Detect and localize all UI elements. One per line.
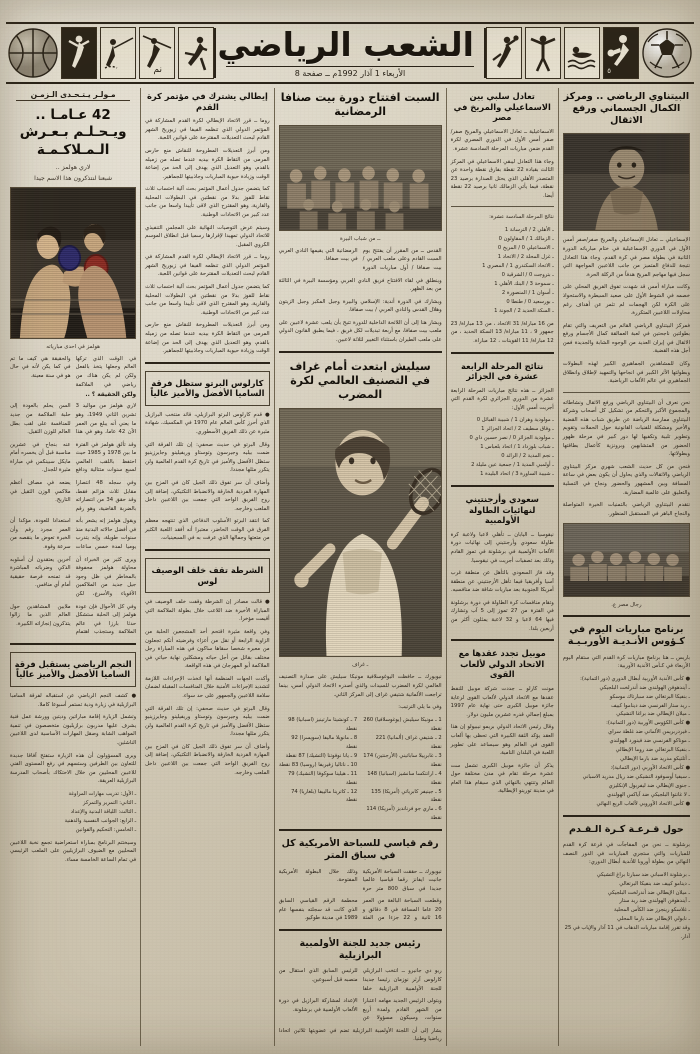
photo-team-lineup [279, 125, 442, 231]
body-text: وفي واقعة مثيرة اقتحم أحد المشجعين الحلبة من الزاوية الرابعة أو نقل من أعزاء وفرضيته أنكم تجعلون من معبره شخصا سقاها ساكون في هذه المباراة رجل مختلف بقائل من أجل حياته ومشكلين نهاية حياتي في الملاكمة أبو المهرجان في هذه الواقعة. [145, 628, 270, 670]
page-title: الشعب الرياضي [217, 25, 474, 65]
list-item: ـ آيندهوفن الهولندي ضد ريد ستار [619, 898, 690, 905]
handball-picto-icon [486, 27, 522, 79]
photo-caption: ــ من شباب البيرة [339, 235, 381, 242]
photo-caption: هولمز في احدى مبارياته [46, 343, 100, 350]
body-text: ومن أبرز التعديلات المطروحة للنقاش منع حارس المرمى من التقاط الكرة بيديه عندما تصله من زميله بالقدم، وهو التعديل الذي يهدف إلى الحد من إضاعة الوقت وزيادة حيوية المباريات وجاذبيتها للجماهير. [145, 322, 270, 355]
list-item: ـ الأهلي 2 / الترسانة 1 [504, 227, 554, 234]
body-text: ويرى كثير من الخبراء أن محاولة هولمز محفوفة بالمخاطر في ظل وجود جيل جديد من الملاكمين الأقوياء والأسرع، لكن آخرين يعتقدون أن أسلوبه الذكي وضرباته المباشرة قد تمنحه فرصة حقيقية أمام أي منافس. [10, 556, 137, 597]
headline-police-runner-up: الشرطة تقف خلف الوصيف لوس [151, 564, 264, 586]
byline-name: لاري هولمز .. [55, 163, 91, 171]
body-text: وقال البرتو في حديث صحفي: إن تلك الفرقة التي ضمت بيليه وجيرسون وتوستاو وريفيلينو وجايرزينيو ستظل الأفضل والأميز في تاريخ كرة القدم العالمية ولن يتكرر مثلها مجددا. [145, 705, 270, 738]
divider [145, 362, 269, 364]
headline-ismaily-draw: تعادل سلبي بين الاسماعيلي والمريخ في مصر [453, 91, 551, 123]
list-item: ـ سيفيا أوسوفود التشيكي ضد ريال مدريد الاسباني [582, 774, 690, 781]
body-text: ويشارك في الدورة أندية: الإسلامي والبيرة وجبل المكبر وجبل الزيتون وهلال القدس والنادي العربي / بيت صفافا. [278, 298, 442, 314]
headline-swimming-record: رقم قياسي للسباحة الأمريكية كل في سباق المتر [281, 838, 439, 862]
body-text: الإسماعيلي ــ تعادل الإسماعيلي والمريخ صفر/صفر أمس الأول في الدوري الإسماعيلية في ختام مبارياته الدورة الثانية في بطولة مصر في كرة القدم. وجاء هذا التعادل نتيجة للدفاع المتميز من جانب اللاعبين المواجهة التي سجل فيها مهاجم المريخ هدفاً من الركلة الحرة. [562, 237, 690, 278]
column-far-right [558, 88, 694, 1046]
body-text: الاسماعيلية ــ تعادل الاسماعيلي والمريخ صفر/صفر أمس الأول في الدوري المصري لكرة القدم ضمن مباريات المرحلة السادسة عشرة. [450, 128, 554, 152]
javelin-picto-icon [139, 27, 175, 79]
results-algeria [451, 416, 554, 479]
list-item: ـ الخامس: التحكيم والقوانين [75, 826, 137, 833]
list-item: ـ شبيبة الساورة 3 / اتحاد البليدة 1 [480, 471, 554, 478]
body-text: وقال البرتو في حديث صحفي: إن تلك الفرقة التي ضمت بيليه وجيرسون وتوستاو وريفيلينو وجايرزينيو ستظل الأفضل والأميز في تاريخ كرة القدم العالمية ولن يتكرر مثلها مجددا. [145, 441, 270, 474]
body-text: ويقول هولمز إنه يشعر بأنه في أفضل حالاته البدنية منذ سنوات طويلة، وإنه يتدرب يوميا لمدة خمس ساعات استعدادا للعودة، مؤكدا أن العمر مجرد رقم وأن الخبرة تعوض ما ينقصه من سرعة وقوة. [10, 518, 137, 551]
list-item: 7 ـ كونشيتا مارتينيز (اسبانيا) 98 نقطة [288, 717, 358, 732]
divider [10, 643, 136, 645]
list-item: ـ آيندهوفن الهولندي ضد أندرلخت البلجيكي [599, 684, 690, 691]
ranking-title: وفي ما يلي الترتيب: [398, 704, 442, 711]
list-item: ـ الثالث: اللياقة البدنية والإعداد [70, 808, 137, 815]
results-egypt [451, 226, 554, 315]
standings-note: من 16 مباراة/ 31 الاتحاد ، من 13 مباراة/ 23 جمهور 9 ، 11 مباراة/ 13 السكة الحديد ، من 12 مباراة/ 11 القوينات ، 12 مباراة. [450, 320, 554, 344]
list-european-matches [563, 675, 690, 809]
masthead-title-box [214, 25, 486, 78]
divider [451, 485, 554, 487]
body-text: روما ــ قرر الاتحاد الإيطالي لكرة القدم المشاركة في المؤتمر الدولي الذي تنظمه الفيفا في زيوريخ الشهر القادم لبحث التعديلات المقترحة على قوانين اللعبة. [145, 118, 270, 142]
list-item: ـ مولودية الجزائر 0 / نصر حسين داي 0 [469, 435, 554, 442]
body-text: فنحن من كل حديث الشعب شهري مركز البيتناوي الرياضي والاثقالات والذي يحاول أن يكون بعض في ساعة المسافة وبين المشهور والحضور ونجاح في التسلية والتعليق على عالمية المضاربة. [562, 463, 690, 496]
body-text: ويرى المسؤولون أن هذه الزيارة ستفتح آفاقا جديدة للتعاون بين الطرفين وستسهم في رفع المستوى الفني للاعبين المحليين من خلال الاحتكاك بأصحاب المدرسة البرازيلية العريقة. [10, 752, 137, 785]
basketball-ball-icon [8, 28, 58, 78]
list-item: ـ غزل المحلة 2 / الاتحاد 1 [497, 254, 554, 261]
box-carlos-alberto [145, 371, 269, 406]
list-item: ـ فيردربريمن الألماني ضد غلطة سراي [608, 729, 690, 736]
divider [563, 392, 690, 393]
divider [279, 929, 442, 931]
list-item: ـ نجم المدية 2 / الرائد 0 [501, 453, 554, 460]
list-item: 1 ـ مونيكا سيليش (يوغوسلافيا) 260 نقطة [363, 717, 442, 732]
list-item: 6 ـ ماري جو فرنانديز (أمريكا) 114 نقطة [366, 806, 442, 822]
body-text: وفي سجله 48 انتصارا مقابل ثلاث هزائم فقط، وقد حقق 34 من انتصاراته بالضربة القاضية، وهو رقم يضعه في مصاف أعظم ملاكمي الوزن الثقيل في التاريخ. [10, 480, 137, 512]
divider [145, 549, 269, 551]
headline-italy-congress: إيطالي يشترك في مؤتمر كرة القدم [146, 91, 268, 112]
photo-boxing-match [10, 187, 136, 339]
body-text: وقطعت السباحة البالغة من العمر 20 عاما المسافة في 8 دقائق و 16 ثانية و 22 جزءا من المئة محطمة الرقم القياسي السابق الذي كانت قد سجلته بنفسها عام 1989 في مدينة طوكيو. [278, 898, 442, 922]
masthead [6, 22, 694, 84]
list-item: 5 ـ جينيفر كابرياتي (أمريكا) 135 نقطة [371, 788, 442, 804]
body-text: نيويورك ــ حافظت اليوغوسلافية مونيكا سيليش على صدارة التصنيف العالمي لكرة المضرب للسيدات والذي أصدره الاتحاد الدولي أمس، بينما تراجعت الألمانية شتيفي غراف إلى المركز الثاني. [278, 674, 442, 698]
body-text: وكان للمشاهدين الجماهيري الكبير لهذه البطولات وبطولتها الأثر الكبير في انجاحها والتمهيد لإطلاق وانطلاق الجماهيري في عالم الألعاب الرياضية. [562, 360, 690, 385]
list-item: 9 ـ يانا نوفوتنا (التشيك) 87 نقطة [285, 752, 358, 759]
list-item: ـ بورسعيد 0 / طنطا 0 [506, 298, 554, 305]
body-text: وسيتم عرض التوصيات النهائية على المجلس التنفيذي للاتحاد الدولي تمهيدا لإقرارها رسميا قبل انطلاق الموسم الكروي المقبل. [145, 224, 270, 248]
list-item: ● كأس الكؤوس الأوربية (دور الثمانية): [606, 720, 690, 727]
list-item: ـ السكة الحديد 2 / الجونة 1 [494, 307, 554, 314]
headline-samba-visit: النجم الرياضي يستقبل فرقة الساميا الأفضل والأميز عالياً [14, 658, 132, 680]
list-item: 8 ـ مانويلا ماليفا (سويسرا) 92 نقطة [291, 734, 358, 750]
list-item: ـ بنفيكا البرتغالي ضد روما الإيطالي [615, 747, 690, 754]
photo-caption: ـ غراف [352, 662, 369, 669]
divider [279, 351, 442, 353]
byline-sub: شبعنا لنتذكرون هذا الاسم جيدا [34, 174, 113, 182]
photo-bodybuilder [563, 133, 690, 231]
swimming-picto-icon [564, 27, 600, 79]
list-item: ـ الزمالك 1 / المقاولون 0 [498, 236, 554, 243]
body-text: فمركز البيتناوي الرياضي القائم من التعريف والتي تقام بطولتين ناجحتين في لعبة العمالقة كمال الأجسام ورفع الاثقال في إيران العديد من الوجوه الشابة والجديدة فمن أجل هذه القضية. [562, 322, 690, 355]
headline-brazil-olympic-committee: رئيس جديد للجنة الأولمبية البرازيلية [299, 938, 421, 962]
divider [563, 615, 690, 617]
list-item: ـ دينامو كييف ضد بنفيكا البرتغالي [619, 880, 690, 887]
list-item: ـ برشلونة الاسباني ضد سبارتا براغ التشيكي [596, 871, 690, 878]
body-text: ● قدم كارلوس البرتو البرازيلي، قائد منتخب البرازيل الذي أحرز كأس العالم عام 1970 في المكسيك، شهادة مثيرة عن ذلك الفريق الأسطوري. [145, 411, 270, 436]
column-right [446, 88, 558, 1046]
football-ball-icon [642, 28, 692, 78]
body-text: مونت كارلو ــ جددت شركة موبيل للنفط عقدها مع الاتحاد الدولي لألعاب القوى لرعاية جائزة موبيل الكبرى حتى نهاية عام 1997 بمبلغ إجمالي قدره عشرين مليون دولار. [450, 686, 554, 718]
results-egypt-title: نتائج المرحلة السادسة عشرة: [489, 214, 554, 221]
body-text: الجزائر ــ هذه نتائج مباريات المرحلة الرابعة عشرة من الدوري الجزائري لكرة القدم التي أجريت أمس الأول: [450, 387, 554, 411]
body-text: وقال رئيس الاتحاد الدولي بريمو نيبيولو إن هذا العقد يؤكد الثقة الكبيرة التي تحظى بها ألعاب القوى في العالم وهو سيساعد على تطوير اللعبة في البلدان النامية. [450, 724, 554, 757]
body-text: وأضاف أن سر تفوق ذلك الجيل كان في المزج بين المهارة الفردية الخارقة والانضباط التكتيكي، إضافة إلى روح الفريق الواحد التي جمعت بين اللاعبين داخل الملعب وخارجه. [145, 743, 270, 776]
list-item: ـ الرابع: الجوانب النفسية والذهنية [64, 817, 137, 824]
body-text: نحن نعرف أن البيتناوي الرياضي ورفع الاثقال ونشاطاته والمجموع الأكبر والتحكم من تشكيل كل أصحاب وشركة البيتناوي ممارسة الرياضة عن طريق شباب هذه القضية والأخير ومشكلة للفنيات القانونية حول الحملات وتقويم وتطوير تلبية وتكفيها لها دور كبير في مرحلة ظهور الحضور من المتشابهين وبرونزية كأعمال بطاقتها وبطولاتها. [562, 399, 690, 458]
headline-carlos-alberto: كارلوس البرتو ستظل فرقة الساميا الأفضل والأميز عالياً [150, 377, 265, 399]
list-item: ـ الأول: تدريب مهارات المراوغة [68, 790, 137, 797]
list-item: ـ مولودية وهران 1 / شبيبة القبائل 0 [476, 417, 554, 424]
body-text: ومن أبرز التعديلات المطروحة للنقاش منع حارس المرمى من التقاط الكرة بيديه عندما تصله من زميله بالقدم، وهو التعديل الذي يهدف إلى الحد من إضاعة الوقت وزيادة حيوية المباريات وجاذبيتها للجماهير. [145, 147, 270, 180]
running-picto-icon [178, 27, 214, 79]
list-item: ● كأس الاتحاد الأوربي (دور الثمانية): [610, 765, 690, 772]
lede-text: ولكن الحقيقة ؟ .. [85, 392, 137, 399]
list-item: ـ بنفيكا البرتغالي ضد سبارتاك موسكو [609, 693, 690, 700]
list-item: 12 ـ كاترينا مالييفا (بلغاريا) 74 نقطة [291, 788, 358, 804]
list-draw-results [563, 871, 690, 943]
body-text: وتقام منافسات كرة الطاولة في دورة برشلونة في الفترة من 27 تموز إلى 5 آب وتشارك فيها 64 لاعبا و 32 لاعبة يمثلون أكثر من أربعين بلدا. [450, 599, 554, 632]
list-item: ـ شباب بلوزداد 1 / اتحاد بلعباس 1 [480, 444, 554, 451]
headline-mobil-iaaf: موبيل تجدد عقدها مع الاتحاد الدولي لألعاب القوى [458, 648, 546, 680]
list-item: ● كأس الأندية الأوربية أبطال الدوري (دور الثمانية): [580, 675, 690, 682]
divider [451, 639, 554, 641]
list-item: ـ أولمبي المدية 1 / جمعية عين مليلة 2 [471, 462, 554, 469]
column-far-left [6, 88, 140, 1046]
list-item: 11 ـ هيلينا سوكوفا (التشيك) 79 نقطة [287, 770, 358, 786]
list-item: ـ ريد ستار الفرنسي ضد ديناموا كييف [611, 702, 690, 709]
list-item: ـ سموحة 3 / البنك الأهلي 1 [494, 281, 554, 288]
body-text: نيويورك ــ حققت السباحة الأمريكية جانيت ايفانز رقما قياسيا عالميا جديدا في سباق 800 متر حرة وذلك خلال البطولة الأمريكية المفتوحة. [278, 868, 442, 892]
headline-algeria-round: نتائج المرحلة الرابعة عشرة في الجزائر [461, 360, 544, 382]
list-item: ـ غلاسكو رينجرز ضد الكأس المحلية [613, 907, 690, 914]
headline-table-tennis: سعودي وأرجنتيني لنهائيات الطاولة الأولمبية [465, 494, 539, 526]
body-text: ● قالت مصادر إن الشرطة وقفت خلف الوصيف في المباراة الأخيرة ضد اللاعب خلال بطولة الملاكمة التي أقيمت مؤخرا. [145, 599, 270, 623]
fencing-picto-icon [100, 27, 136, 79]
list-item: 10 ـ ناتاليا زفيريفا (روسيا) 83 نقطة [279, 761, 358, 768]
body-text: في الوقت الذي تركها العالم وجعلها يتخذ بالفعل ولكن لم يكن هناك من رياضي في الملاكمة والحقيقة هي كيف ما تم في كما يكن لأنه في حال هو في سنة معينة. [10, 355, 137, 388]
boxing-picto-icon [603, 27, 639, 79]
body-text: لاري هولمز من مواليد 3 تشرين الثاني 1949، وهو ما يعني أنه يبلغ من العمر الآن 42 عاما، وهو في هذا السن يحلم بالعودة إلى حلبة الملاكمة من جديد للمنافسة على لقب بطل العالم للوزن الثقيل. [10, 403, 137, 436]
body-text: كما يتضمن جدول أعمال المؤتمر بحث آلية احتساب ثلاث نقاط للفوز بدلا من نقطتين في البطولات المحلية والقارية، وهو المقترح الذي لاقى تأييدا واسعا من جانب عدد كبير من الاتحادات الوطنية. [145, 186, 270, 218]
photo-tennis-player [279, 408, 442, 658]
headline-holmes-42: 42 عـامـا .. ويـحـلـم بـعـرش الـمـلاكـمـة [19, 107, 127, 158]
masthead-pictograms-left [8, 27, 214, 79]
column-left [140, 88, 273, 1046]
list-item: ـ أسوان 1 / المنصورة 2 [501, 289, 554, 296]
kicker-muller: مـولـر يـتـحـدى الـزمـن [16, 90, 130, 101]
box-samba-visit [10, 652, 136, 687]
gymnastics-picto-icon [61, 27, 97, 79]
body-text: نتقدم البيتناوي الرياضي بالتمنيات الخيرة المتواصلة والنجاح الباهر في المستقبل المنظور. [562, 502, 690, 517]
body-text: كما انتقد البرتو الأسلوب الدفاعي الذي تنتهجه معظم الفرق في الوقت الحاضر، معتبرا أنه أفقد اللعبة الكثير من متعتها وجمالها الذي عرفت به في السبعينيات. [145, 518, 270, 542]
svg-text:نم: نم [153, 65, 162, 75]
list-item: ـ بتروجت 0 / الشرقية 0 [501, 272, 554, 279]
gymnastics-rings-picto-icon [525, 27, 561, 79]
body-text: ويشار هنا إلى أن اللائحة الداخلية للدورة تتيح بأن يلعب عشرة لاعبين على ملعب بيت صفافا، مع أربعة تبديلات لكل فريق ، فيما يطبق القانون الدولي على ملعب الطيران باستثناء التغيير لثلاثة لاعبين. [278, 319, 442, 343]
box-police-story [145, 558, 269, 593]
headline-tennis-ranking: سيليش ابتعدت أمام غراف في التصنيف العالمي لكرة المضرب [289, 359, 431, 401]
list-workshop-topics [10, 790, 136, 835]
photo-team-group [563, 523, 690, 597]
list-item: ـ ميلان الإيطالي ضد براغا التشيكي [616, 711, 690, 718]
body-text: يشار إلى أن اللجنة الأولمبية البرازيلية تضم في عضويتها ثلاثين اتحادا رياضيا وطنيا. [278, 1027, 442, 1043]
body-text: القدس ــ من المقرر أن يفتتح يوم السبت القادم وعلى ملعب العربي / بيت صفافا / أول مباريات الدورة الرمضانية التي يقيمها النادي العربي في بيت صفافا. [278, 247, 442, 271]
list-item: وقد تقرر إقامة مباريات الذهاب في 11 آذار والإياب في 25 آذار. [564, 925, 690, 941]
body-text: وقد فاز السعودي بالتأهل عن منطقة غرب آسيا وأفريقيا فيما تأهل الأرجنتيني عن منطقة أمريكا الجنوبية بعد مباريات شاقة ضد منافسيه. [450, 570, 554, 594]
headline-ramadan-tournament: السبت افتتاح دورة بيت صنافا الرمضانية [280, 91, 440, 119]
body-text: ● كشف النجم الرياضي عن استقباله لفرقة السامبا البرازيلية في زيارة ودية تستمر أسبوعا كاملا. [10, 693, 137, 708]
body-text: وقد تألق هولمز في الفترة ما بين 1978 و 1985 حيث احتفظ باللقب العالمي لسبع سنوات متتالية ودافع عنه بنجاح في عشرين مناسبة قبل أن يخسره أمام مايكل سبينكس في مباراة مثيرة للجدل. [10, 441, 137, 474]
body-text: وجاء هذا التعادل ليبقي الاسماعيلي في المركز الثالث بقيادة 22 نقطة بفارق نقطة واحدة عن المتصدر الأهلي الذي يحتل الصدارة برصيد 23 نقطة، فيما يأتي الزمالك ثانيا برصيد 22 نقطة أيضا. [450, 158, 554, 199]
list-item: 2 ـ شتيفي غراف (ألمانيا) 221 نقطة [375, 734, 442, 750]
divider [451, 352, 554, 354]
list-item: 3 ـ غابرييلا ساباتيني (الأرجنتين) 174 نقطة [363, 752, 442, 768]
body-text: روما ــ قرر الاتحاد الإيطالي لكرة القدم المشاركة في المؤتمر الدولي الذي تنظمه الفيفا في زيوريخ الشهر القادم لبحث التعديلات المقترحة على قوانين اللعبة. [145, 254, 270, 278]
body-text: وأضاف أن سر تفوق ذلك الجيل كان في المزج بين المهارة الفردية الخارقة والانضباط التكتيكي، إضافة إلى روح الفريق الواحد التي جمعت بين اللاعبين داخل الملعب وخارجه. [145, 479, 270, 512]
divider [563, 815, 690, 817]
list-item: ـ موناكو الفرنسي ضد فينورد الهولندي [609, 738, 690, 745]
body-text: وفي كل الأحوال فإن عودة هولمز إلى الحلبة ستشكل حدثا بارزا في عالم الملاكمة وستجذب اهتمام ملايين المشاهدين حول العالم الذين ما زالوا يتذكرون إنجازاته الكبيرة. [10, 603, 137, 636]
headline-european-cups: برنامج مباريات اليوم في كـؤوس الأنـديـة الأوربـيـة [567, 624, 685, 648]
body-text: وسيختتم البرنامج بمباراة استعراضية تجمع نخبة اللاعبين المحليين مع الضيوف البرازيليين على الملعب الرئيسي في تمام الساعة الخامسة مساء. [10, 839, 137, 863]
divider [451, 206, 554, 207]
column-center [274, 88, 446, 1046]
body-text: وأكدت الجهات المنظمة أنها اتخذت الإجراءات اللازمة لتشديد الإجراءات الأمنية خلال المنافسات المقبلة لضمان سلامة اللاعبين والجمهور على حد سواء. [145, 675, 270, 699]
list-item: ـ الاسماعيلي 0 / المريخ 0 [497, 245, 554, 252]
photo-caption: رجال مصر ع. [611, 602, 642, 609]
masthead-pictograms-right [486, 27, 692, 79]
headline-football-draw: حول قـرعـة كـرة الـقـدم [569, 823, 684, 835]
body-text: وكانت مباراة أمس قد شهدت تفوق الفريق المحلي على خصمه في الشوط الأول على صعيد السيطرة والاستحواذ على الكرة لكن الهجمات لم تثمر عن أهداف رغم محاولات اللاعبين المتكررة. [562, 284, 690, 317]
svg-text:٥: ٥ [607, 67, 611, 75]
headline-bitnawi: البيتناوي الرياضي .. ومركز الكمال الجسماني ورفع الاثقال [563, 91, 690, 127]
body-text: كما يتضمن جدول أعمال المؤتمر بحث آلية احتساب ثلاث نقاط للفوز بدلا من نقطتين في البطولات المحلية والقارية، وهو المقترح الذي لاقى تأييدا واسعا من جانب عدد كبير من الاتحادات الوطنية. [145, 284, 270, 316]
divider [279, 829, 442, 831]
list-item: 4 ـ ارانتكسا سانشيز (اسبانيا) 148 نقطة [367, 770, 442, 786]
list-item: ـ أتلتيكو مدريد ضد بارما الإيطالي [620, 756, 690, 763]
body-text: ريو دي جانيرو ــ انتخب البرازيلي كارلوس آرثر نوزمان رئيسا جديدا للجنة الأولمبية البرازيلية خلفا للرئيس السابق الذي استقال من منصبه قبل أسبوعين. [278, 968, 442, 992]
body-text: برشلونة ــ نحن من المفاجآت في قرعة كرة القدم للمباريات والتي ستجري المباريات في الدور النصف النهائي من بطولة أوروبا للأندية أبطال الدوري: [562, 841, 690, 866]
list-item: ـ ميلان الإيطالي ضد أندرلخت البلجيكي [607, 889, 690, 896]
page-columns [6, 88, 694, 1046]
body-text: ويتولى الرئيس الجديد مهامه اعتبارا من الشهر القادم ولمدة أربع سنوات، وسيكون مسؤولا عن الإعداد لمشاركة البرازيل في دورة الألعاب الأولمبية في برشلونة. [278, 998, 442, 1022]
body-text: باريس ــ هنا برنامج مباريات كرة القدم التي ستقام اليوم الأربعاء في كـأس الأندية الأوربية: [562, 654, 690, 670]
body-text: يذكر أن جائزة موبيل الكبرى تشمل ست عشرة مرحلة تقام في مدن مختلفة حول العالم وتنتهي بالنهائي الذي سيقام هذا العام في مدينة تورينو الإيطالية. [450, 762, 554, 795]
tennis-ranking-list [279, 716, 442, 823]
body-text: وينطلق في لقاء الافتتاح فريق النادي العربي ومؤسسة البيرة في الثالثة من بعد الظهر. [278, 277, 442, 293]
body-text: وتشمل الزيارة إقامة مباراتين وديتين وورشة عمل فنية يشرف عليها مدربون برازيليون متخصصون في تنمية المواهب الشابة وصقل المهارات الأساسية لدى اللاعبين الناشئين. [10, 714, 137, 746]
list-item: ـ جنوى الإيطالي ضد ليفربول الإنكليزي [608, 782, 690, 789]
list-item: ـ الاتحاد السكندري 1 / المصري 1 [482, 263, 554, 270]
list-item: ـ نابولي الإيطالي ضد بارما المحلي [617, 916, 690, 923]
list-item: ـ وفاق سطيف 2 / اتحاد الجزائر 1 [481, 426, 554, 433]
masthead-dateline: الأربعاء 1 آذار 1992م ــ صفحة 8 [226, 66, 474, 78]
body-text: نيقوسيا ــ اليابان ــ تأهلي لاعبا ولاعبة كرة طاولة سعودي وأرجنتيني إلى نهائيات دورة الألعاب الأولمبية في برشلونة في تموز القادم وذلك بعد تصفيات أجريت في نيقوسيا. [450, 531, 554, 564]
list-item: ● كأس الاتحاد الأوروبي لألعاب الربع النهائي [596, 800, 690, 807]
list-item: ـ الثاني: التمرير والتمركز [82, 799, 137, 806]
list-item: ـ لا غانتوا البلجيكي ضد آياكس الهولندي [607, 791, 690, 798]
